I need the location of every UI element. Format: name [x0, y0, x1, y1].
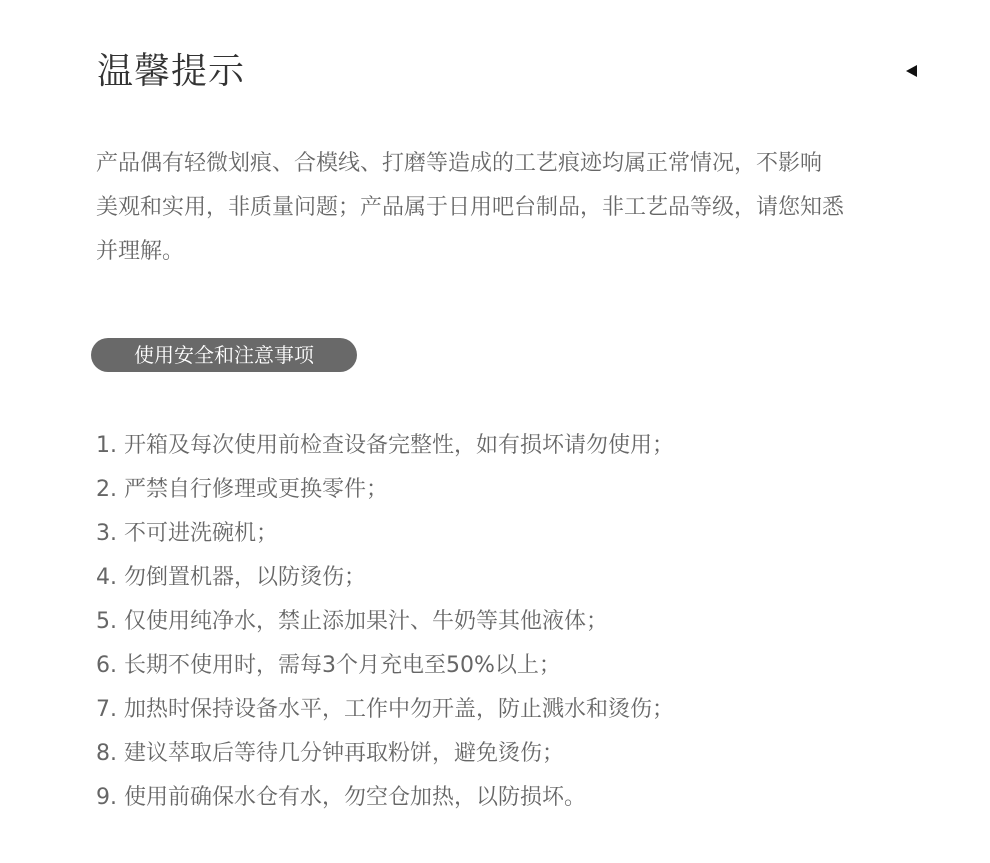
notice-line: 产品偶有轻微划痕、合模线、打磨等造成的工艺痕迹均属正常情况，不影响 [96, 151, 823, 176]
page-title: 温馨提示 [97, 51, 246, 92]
triangle-left-icon-glyph [904, 64, 918, 78]
safety-rules-list [96, 424, 674, 820]
triangle-left-icon[interactable] [904, 64, 918, 78]
list-item: 5. 仅使用纯净水，禁止添加果汁、牛奶等其他液体； [96, 609, 608, 634]
section-badge: 使用安全和注意事项 [91, 338, 357, 372]
notice-paragraph [96, 142, 926, 274]
list-item: 9. 使用前确保水仓有水，勿空仓加热，以防损坏。 [96, 785, 586, 810]
notice-line: 美观和实用，非质量问题；产品属于日用吧台制品，非工艺品等级，请您知悉 [96, 195, 845, 220]
list-item: 1. 开箱及每次使用前检查设备完整性，如有损坏请勿使用； [96, 433, 674, 458]
list-item: 3. 不可进洗碗机； [96, 521, 278, 546]
list-item: 4. 勿倒置机器，以防烫伤； [96, 565, 366, 590]
list-item: 6. 长期不使用时，需每3个月充电至50%以上； [96, 653, 561, 678]
list-item: 8. 建议萃取后等待几分钟再取粉饼，避免烫伤； [96, 741, 564, 766]
list-item: 7. 加热时保持设备水平，工作中勿开盖，防止溅水和烫伤； [96, 697, 674, 722]
list-item: 2. 严禁自行修理或更换零件； [96, 477, 388, 502]
notice-line: 并理解。 [96, 239, 185, 264]
